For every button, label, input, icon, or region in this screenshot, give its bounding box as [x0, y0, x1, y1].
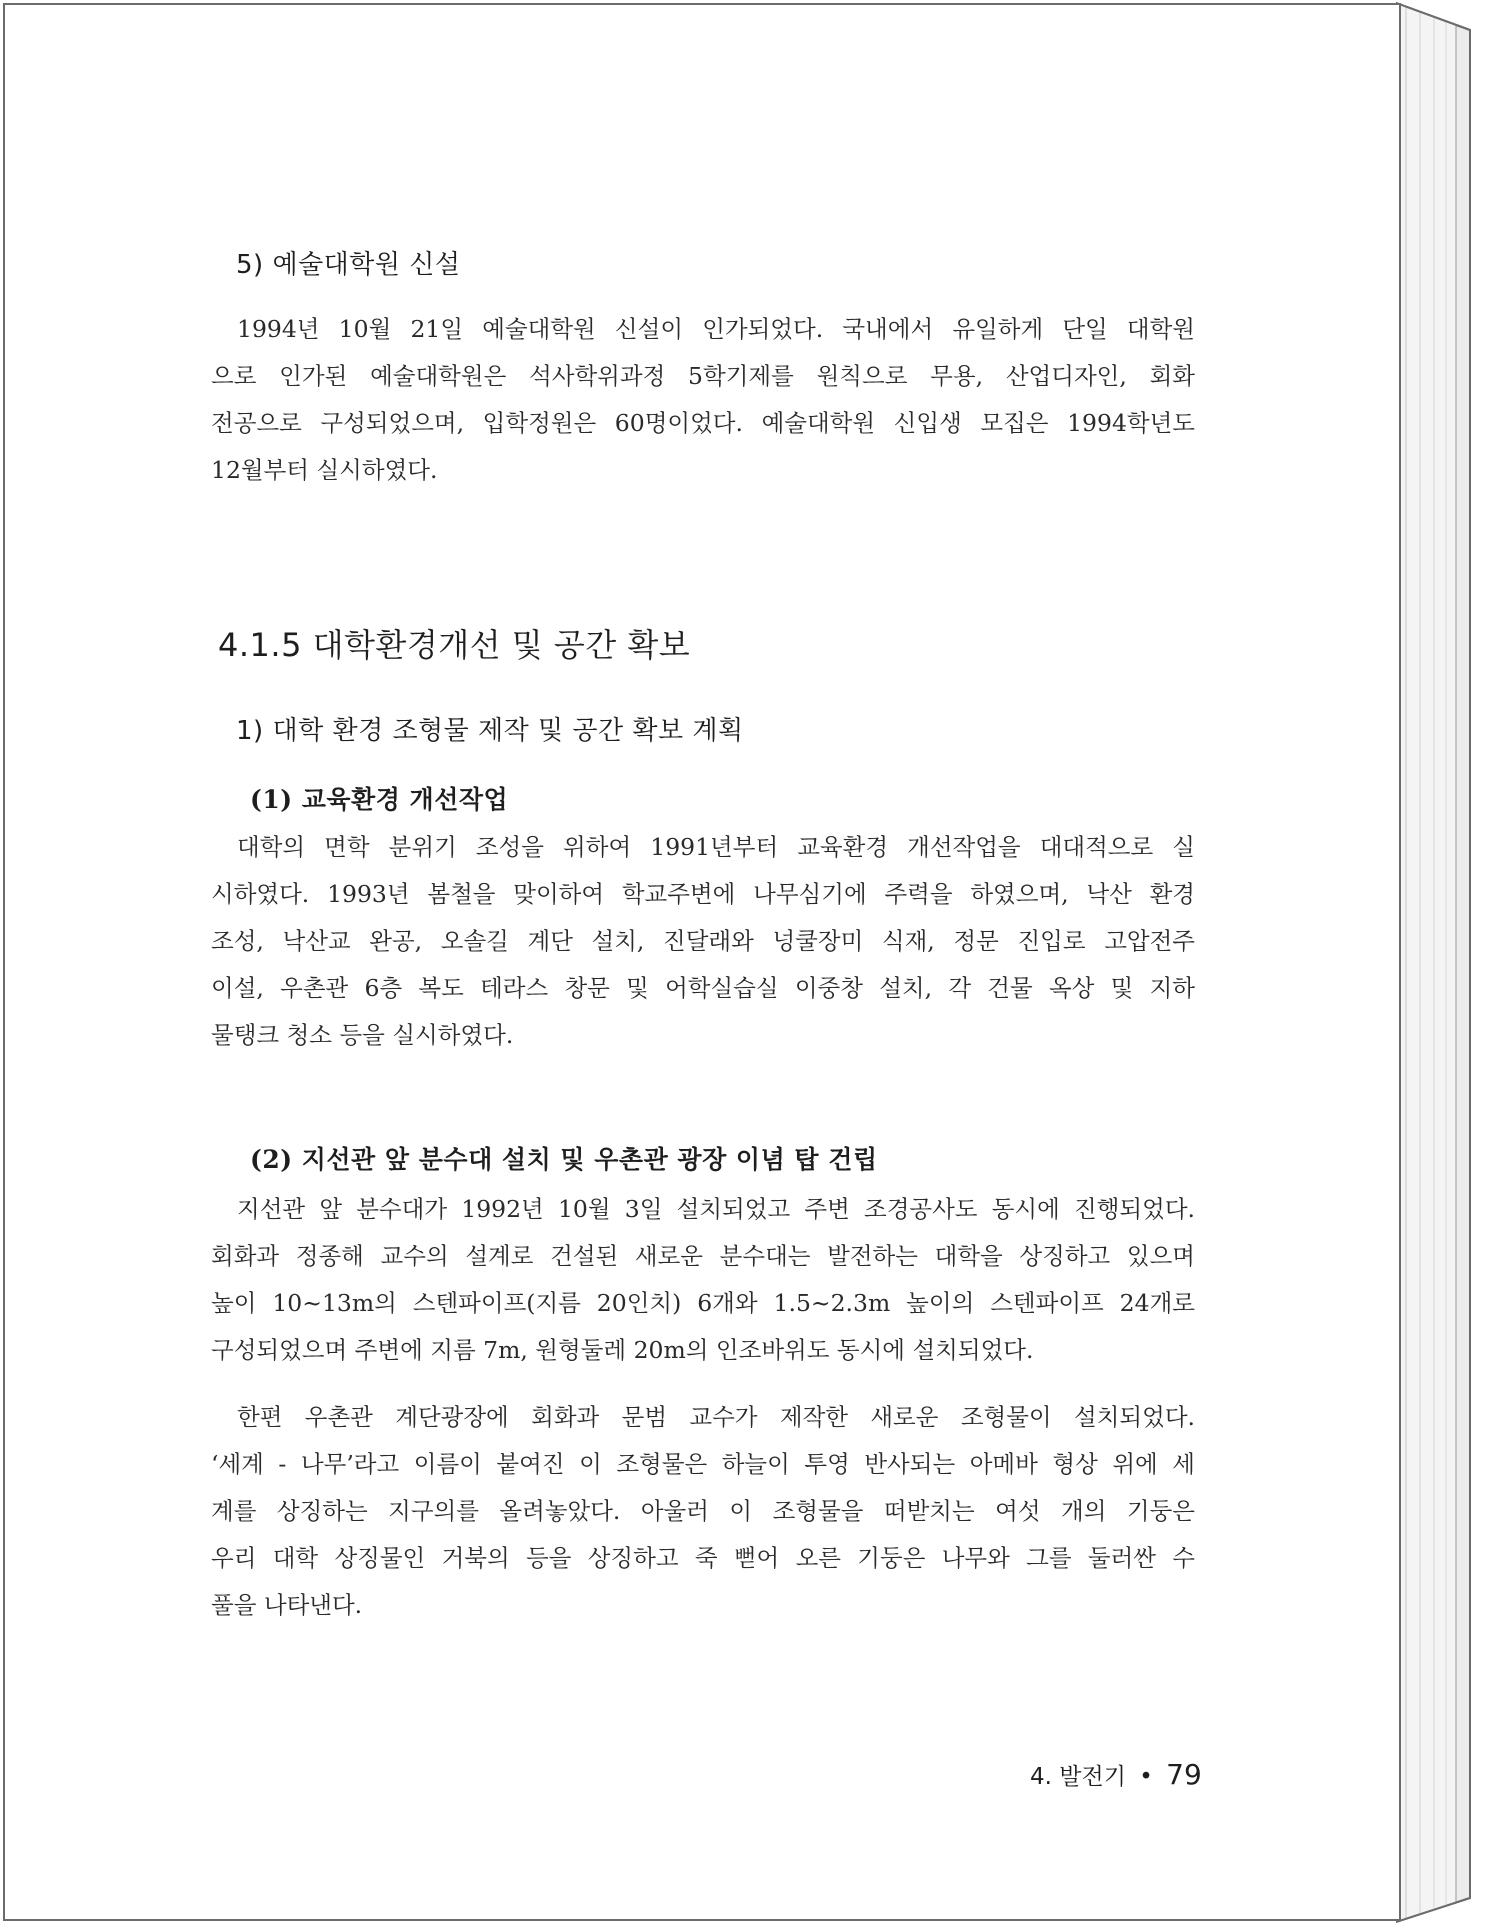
- subsection-heading-5: 5) 예술대학원 신설: [236, 250, 461, 280]
- text-line: 으로 인가된 예술대학원은 석사학위과정 5학기제를 원칙으로 무용, 산업디자인, 회화: [211, 362, 1195, 390]
- section-heading-4-1-5: 4.1.5 대학환경개선 및 공간 확보: [218, 626, 691, 664]
- book-page-edges: [1396, 0, 1509, 1926]
- text-line: 대학의 면학 분위기 조성을 위하여 1991년부터 교육환경 개선작업을 대대적으로 실: [237, 833, 1195, 861]
- item-heading-1: (1) 교육환경 개선작업: [250, 785, 509, 814]
- text-line: 풀을 나타낸다.: [211, 1591, 363, 1619]
- paragraph-fountain: [211, 1186, 1195, 1374]
- text-line: 시하였다. 1993년 봄철을 맞이하여 학교주변에 나무심기에 주력을 하였으며, 낙산 환경: [211, 880, 1195, 908]
- text-line: 물탱크 청소 등을 실시하였다.: [211, 1021, 514, 1049]
- text-line: 우리 대학 상징물인 거북의 등을 상징하고 죽 뻗어 오른 기둥은 나무와 그를 둘러싼 수: [211, 1544, 1195, 1572]
- text-line: 이설, 우촌관 6층 복도 테라스 창문 및 어학실습실 이중창 설치, 각 건물 옥상 및 지하: [211, 974, 1195, 1002]
- paragraph-sculpture: [211, 1394, 1195, 1629]
- text-line: 한편 우촌관 계단광장에 회화과 문범 교수가 제작한 새로운 조형물이 설치되었다.: [237, 1403, 1195, 1431]
- text-line: 1994년 10월 21일 예술대학원 신설이 인가되었다. 국내에서 유일하게 단일 대학원: [237, 315, 1195, 343]
- subsection-heading-1: 1) 대학 환경 조형물 제작 및 공간 확보 계획: [236, 716, 744, 746]
- text-line: 지선관 앞 분수대가 1992년 10월 3일 설치되었고 주변 조경공사도 동시에 진행되었다.: [237, 1195, 1195, 1223]
- text-line: 회화과 정종해 교수의 설계로 건설된 새로운 분수대는 발전하는 대학을 상징하고 있으며: [211, 1242, 1195, 1270]
- text-line: 전공으로 구성되었으며, 입학정원은 60명이었다. 예술대학원 신입생 모집은 1994학년도: [211, 409, 1195, 437]
- text-line: 구성되었으며 주변에 지름 7m, 원형둘레 20m의 인조바위도 동시에 설치되었다.: [211, 1336, 1034, 1364]
- page-footer: [1030, 1758, 1202, 1791]
- paragraph-art-graduate-school: [211, 306, 1195, 494]
- text-line: 높이 10~13m의 스텐파이프(지름 20인치) 6개와 1.5~2.3m 높이의 스텐파이프 24개로: [211, 1289, 1195, 1317]
- text-line: 12월부터 실시하였다.: [211, 456, 438, 484]
- footer-bullet: •: [1139, 1764, 1153, 1790]
- text-line: 조성, 낙산교 완공, 오솔길 계단 설치, 진달래와 넝쿨장미 식재, 정문 진입로 고압전주: [211, 927, 1195, 955]
- page-number: 79: [1166, 1758, 1202, 1791]
- paragraph-education-environment: [211, 824, 1195, 1059]
- footer-chapter: 4. 발전기: [1030, 1764, 1126, 1790]
- text-line: ‘세계 - 나무’라고 이름이 붙여진 이 조형물은 하늘이 투영 반사되는 아메바 형상 위에 세: [211, 1450, 1195, 1478]
- text-line: 계를 상징하는 지구의를 올려놓았다. 아울러 이 조형물을 떠받치는 여섯 개의 기둥은: [211, 1497, 1195, 1525]
- item-heading-2: (2) 지선관 앞 분수대 설치 및 우촌관 광장 이념 탑 건립: [250, 1145, 878, 1174]
